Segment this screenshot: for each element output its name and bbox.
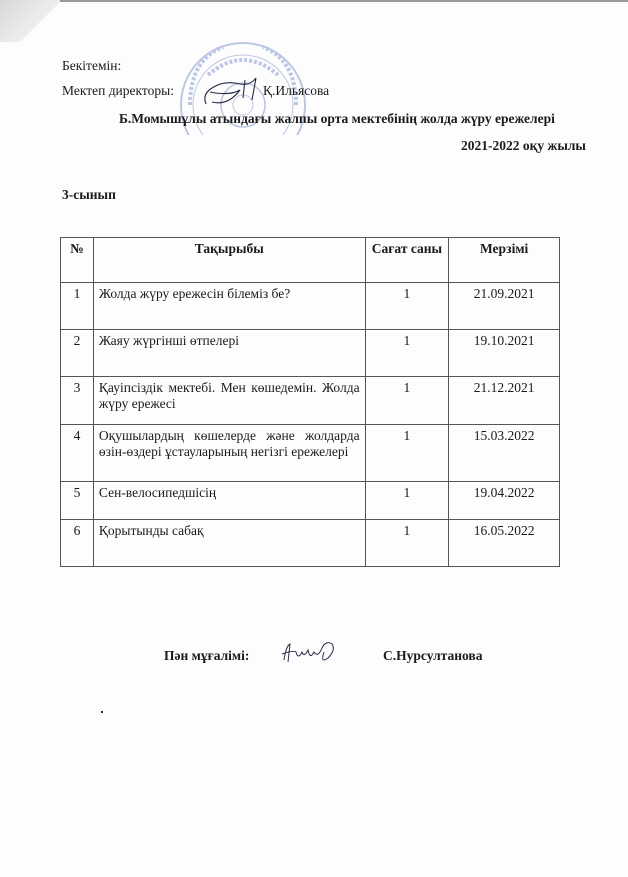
page-top-edge xyxy=(60,0,628,2)
row-topic: Жаяу жүргінші өтпелері xyxy=(93,330,365,377)
table-row xyxy=(61,425,560,482)
row-topic: Қорытынды сабақ xyxy=(93,520,365,567)
row-num: 5 xyxy=(61,482,94,520)
row-topic: Жолда жүру ережесін білеміз бе? xyxy=(93,283,365,330)
row-num: 1 xyxy=(61,283,94,330)
row-hours: 1 xyxy=(365,377,449,425)
row-hours: 1 xyxy=(365,283,449,330)
table-row xyxy=(61,482,560,520)
row-num: 6 xyxy=(61,520,94,567)
table-row xyxy=(61,283,560,330)
header-hours: Сағат саны xyxy=(365,238,449,283)
teacher-name: С.Нурсултанова xyxy=(383,648,483,663)
header-topic: Тақырыбы xyxy=(93,238,365,283)
row-hours: 1 xyxy=(365,330,449,377)
schedule-table xyxy=(60,237,560,567)
table-header-row xyxy=(61,238,560,283)
teacher-label: Пән мұғалімі: xyxy=(164,648,250,663)
header-num: № xyxy=(61,238,94,283)
page-corner-fold xyxy=(0,0,70,42)
row-date: 19.04.2022 xyxy=(449,482,560,520)
row-date: 21.12.2021 xyxy=(449,377,560,425)
director-name: Қ.Ильясова xyxy=(263,83,330,98)
director-signature xyxy=(200,70,262,108)
teacher-signature xyxy=(280,638,340,668)
grade-label: 3-сынып xyxy=(62,187,116,202)
row-num: 4 xyxy=(61,425,94,482)
row-date: 19.10.2021 xyxy=(449,330,560,377)
table-row xyxy=(61,377,560,425)
row-date: 15.03.2022 xyxy=(449,425,560,482)
approve-label: Бекітемін: xyxy=(62,58,122,73)
header-date: Мерзімі xyxy=(449,238,560,283)
row-num: 3 xyxy=(61,377,94,425)
director-label: Мектеп директоры: xyxy=(62,83,174,98)
row-topic: Сен-велосипедшісің xyxy=(93,482,365,520)
row-date: 21.09.2021 xyxy=(449,283,560,330)
table-row xyxy=(61,520,560,567)
row-hours: 1 xyxy=(365,482,449,520)
academic-year: 2021-2022 оқу жылы xyxy=(461,138,586,153)
row-topic: Оқушылардың көшелерде және жолдарда өзін-өздері ұстауларының негізгі ережелері xyxy=(93,425,365,482)
row-hours: 1 xyxy=(365,520,449,567)
row-num: 2 xyxy=(61,330,94,377)
row-topic: Қауіпсіздік мектебі. Мен көшедемін. Жолда жүру ережесі xyxy=(93,377,365,425)
table-row xyxy=(61,330,560,377)
row-hours: 1 xyxy=(365,425,449,482)
row-date: 16.05.2022 xyxy=(449,520,560,567)
document-title: Б.Момышұлы атындағы жалпы орта мектебінің жолда жүру ережелері xyxy=(119,111,555,126)
scan-speck xyxy=(101,711,103,713)
